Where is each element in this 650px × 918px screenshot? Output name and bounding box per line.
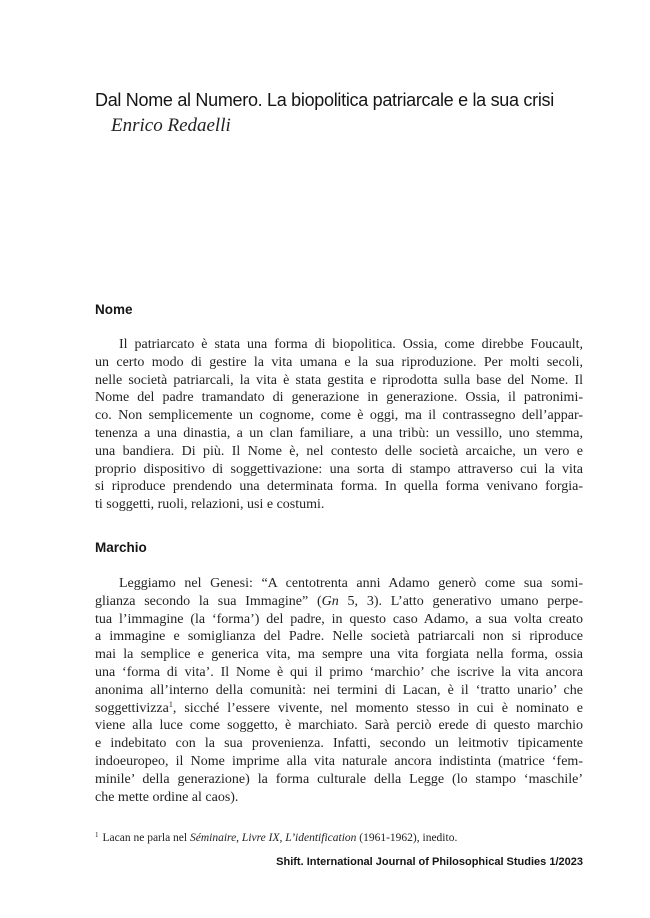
footnote-marker: 1 [95, 831, 99, 839]
text-segment: glianza secondo la sua Immagine” ( [95, 593, 322, 609]
citation-gn: Gn [321, 593, 339, 609]
section-heading-nome: Nome [95, 302, 133, 317]
text-segment: , sicché l’essere vivente, nel momento stesso in cui è nominato e [172, 700, 583, 716]
text-line: minile’ della generazione) la forma culturale della Legge (lo stampo ‘maschile’ [95, 771, 583, 787]
section-paragraph-nome [95, 336, 583, 514]
section-paragraph-marchio [95, 575, 583, 806]
text-line [95, 700, 583, 718]
text-segment: soggettivizza [95, 700, 169, 716]
section-heading-marchio: Marchio [95, 540, 147, 555]
text-line: Il patriarcato è stata una forma di biopolitica. Ossia, come direbbe Foucault, [119, 337, 583, 352]
text-line: ti soggetti, ruoli, relazioni, usi e costumi. [95, 497, 325, 513]
footnote-reference[interactable]: 1 [168, 699, 173, 709]
text-line [95, 593, 583, 611]
footnote-text: (1961-1962), inedito. [356, 832, 458, 844]
text-line: viene alla luce come soggetto, è marchiato. Sarà perciò erede di questo marchio [95, 718, 583, 734]
text-line: tenenza a una dinastia, a un clan familiare, a una tribù: un vessillo, uno stemma, [95, 425, 583, 441]
text-line: una ‘forma di vita’. Il Nome è qui il primo ‘marchio’ che iscrive la vita ancora [95, 664, 583, 680]
footnote-cited-title: Séminaire, Livre IX, L’identification [189, 832, 357, 844]
text-line: proprio dispositivo di soggettivazione: una sorta di stampo attraverso cui la vita [95, 461, 583, 477]
text-segment: 5, 3). L’atto generativo umano perpe- [338, 593, 583, 609]
text-line: mai la semplice e generica vita, ma sempre una vita forgiata nella forma, ossia [95, 647, 583, 663]
footnote-text: Lacan ne parla nel [102, 832, 190, 844]
text-line: Nome del padre tramandato di generazione in generazione. Ossia, il patronimi- [95, 390, 583, 406]
article-title: Dal Nome al Numero. La biopolitica patriarcale e la sua crisi [95, 90, 554, 110]
text-line: Leggiamo nel Genesi: “A centotrenta anni Adamo generò come sua somi- [119, 576, 583, 591]
text-line: un certo modo di gestire la vita umana e la sua riproduzione. Per molti secoli, [95, 354, 583, 370]
text-line: si riproduce prendendo una determinata forma. In quella forma venivano forgia- [95, 479, 583, 495]
text-line: nelle società patriarcali, la vita è stata gestita e riprodotta sulla base del Nome. Il [95, 372, 583, 388]
text-line: co. Non semplicemente un cognome, come è oggi, ma il contrassegno dell’appar- [95, 408, 583, 424]
text-line: tua l’immagine (la ‘forma’) del padre, in questo caso Adamo, a sua volta creato [95, 611, 583, 627]
journal-footer: Shift. International Journal of Philosophical Studies 1/2023 [276, 856, 583, 868]
text-line: indoeuropeo, il Nome imprime alla vita naturale ancora indistinta (matrice ‘fem- [95, 753, 583, 769]
article-author: Enrico Redaelli [111, 115, 231, 136]
footnote [95, 832, 583, 844]
text-line: anonima all’interno della comunità: nei termini di Lacan, è il ‘tratto unario’ che [95, 682, 583, 698]
text-line: a immagine e somiglianza del Padre. Nelle società patriarcali non si riproduce [95, 629, 583, 645]
text-line: e indebitato con la sua provenienza. Infatti, secondo un leitmotiv tipicamente [95, 736, 583, 752]
text-line: che mette ordine al caos). [95, 789, 239, 805]
text-line: una bandiera. Di più. Il Nome è, nel contesto delle società arcaiche, un vero e [95, 443, 583, 459]
